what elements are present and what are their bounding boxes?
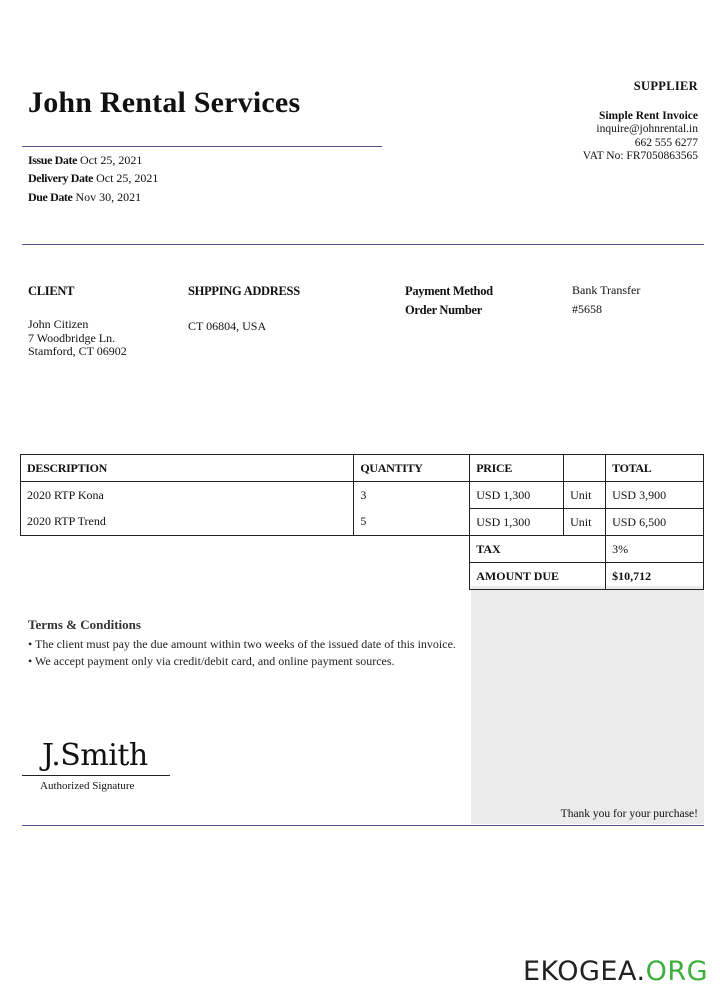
- row-quantity: 5: [354, 509, 470, 536]
- supplier-heading: SUPPLIER: [633, 79, 698, 93]
- header-divider: [22, 244, 704, 245]
- row-total: USD 6,500: [606, 509, 704, 536]
- thank-you-note: Thank you for your purchase!: [560, 808, 698, 820]
- supplier-name: Simple Rent Invoice: [598, 109, 698, 122]
- footer-divider: [22, 825, 704, 826]
- delivery-date-value: Oct 25, 2021: [96, 171, 159, 185]
- amount-due-row: [21, 563, 704, 590]
- watermark-logo: [523, 956, 708, 987]
- client-heading: CLIENT: [28, 284, 75, 298]
- row-description: 2020 RTP Kona: [21, 482, 354, 509]
- title-divider: [22, 146, 382, 147]
- issue-date: [28, 153, 142, 168]
- summary-panel: [471, 586, 704, 824]
- shipping-heading: SHPPING ADDRESS: [188, 284, 300, 298]
- blank-cell: [21, 536, 470, 563]
- amount-due-value: $10,712: [606, 563, 704, 590]
- header-total: TOTAL: [606, 455, 704, 482]
- items-table: [20, 454, 704, 590]
- table-header-row: [21, 455, 704, 482]
- due-date: [28, 190, 141, 205]
- row-unit: Unit: [564, 482, 606, 509]
- terms-item: • We accept payment only via credit/debit card, and online payment sources.: [28, 654, 395, 668]
- row-total: USD 3,900: [606, 482, 704, 509]
- delivery-date-label: Delivery Date: [28, 171, 94, 185]
- table-row: [21, 509, 704, 536]
- amount-due-label: AMOUNT DUE: [470, 563, 606, 590]
- payment-method-value: Bank Transfer: [572, 283, 641, 297]
- terms-list: [28, 636, 468, 670]
- tax-value: 3%: [606, 536, 704, 563]
- signature-line: [22, 775, 170, 776]
- supplier-phone: 662 555 6277: [634, 136, 698, 149]
- row-price: USD 1,300: [470, 509, 564, 536]
- header-quantity: QUANTITY: [354, 455, 470, 482]
- table-row: [21, 482, 704, 509]
- delivery-date: [28, 171, 158, 186]
- terms-title: Terms & Conditions: [28, 617, 141, 632]
- due-date-label: Due Date: [28, 190, 73, 204]
- payment-method-label: Payment Method: [405, 284, 493, 298]
- watermark-main: EKOGEA.: [522, 956, 646, 987]
- tax-label: TAX: [470, 536, 606, 563]
- row-description: 2020 RTP Trend: [21, 509, 354, 536]
- due-date-value: Nov 30, 2021: [75, 190, 142, 204]
- tax-row: [21, 536, 704, 563]
- supplier-vat: VAT No: FR7050863565: [582, 150, 698, 162]
- row-quantity: 3: [354, 482, 470, 509]
- signature: J.Smith: [42, 738, 148, 773]
- client-name: John Citizen: [28, 317, 89, 331]
- terms-item: • The client must pay the due amount within two weeks of the issued date of this invoice.: [28, 637, 456, 651]
- supplier-block: [583, 80, 698, 164]
- watermark-accent: ORG: [645, 956, 708, 987]
- order-number-label: Order Number: [405, 303, 483, 317]
- header-description: DESCRIPTION: [21, 455, 354, 482]
- client-address: [28, 318, 127, 359]
- company-name: John Rental Services: [28, 86, 301, 119]
- blank-cell: [21, 563, 470, 590]
- header-price: PRICE: [470, 455, 564, 482]
- row-unit: Unit: [564, 509, 606, 536]
- signature-label: Authorized Signature: [40, 780, 135, 792]
- issue-date-label: Issue Date: [28, 153, 77, 167]
- header-unit: [564, 455, 606, 482]
- row-price: USD 1,300: [470, 482, 564, 509]
- issue-date-value: Oct 25, 2021: [80, 153, 143, 167]
- client-address-line2: Stamford, CT 06902: [28, 344, 127, 358]
- order-number-value: #5658: [572, 302, 602, 316]
- supplier-email: inquire@johnrental.in: [596, 123, 698, 135]
- client-address-line1: 7 Woodbridge Ln.: [28, 330, 116, 345]
- shipping-address: CT 06804, USA: [188, 319, 267, 333]
